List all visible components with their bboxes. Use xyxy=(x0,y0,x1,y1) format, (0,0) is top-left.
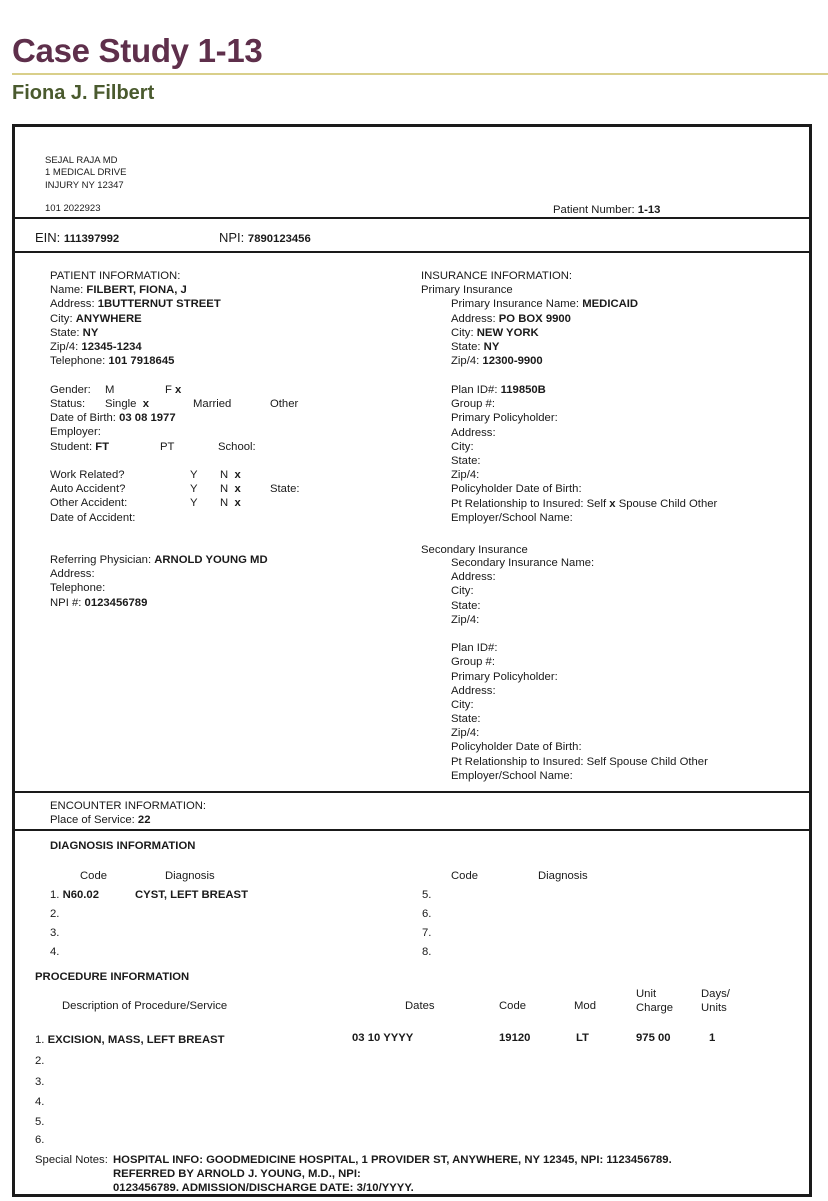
procedure-row: 6. xyxy=(35,1134,45,1146)
diagnosis-row: 5. xyxy=(422,889,432,901)
student: Student: FT xyxy=(50,441,110,453)
npi: NPI: 7890123456 xyxy=(219,230,311,245)
accident-yes: Y Y Y xyxy=(190,469,198,510)
provider-city: INJURY NY 12347 xyxy=(45,179,124,191)
proc-desc-header: Description of Procedure/Service xyxy=(62,1000,228,1012)
procedure-charge: 975 00 xyxy=(636,1032,671,1044)
diagnosis-row: 7. xyxy=(422,927,432,939)
accident-labels: Work Related? Auto Accident? Other Accident: Date of Accident: xyxy=(50,469,136,524)
diag-code-header: Code xyxy=(80,870,108,882)
provider-address: 1 MEDICAL DRIVE xyxy=(45,167,127,179)
status-other: Other xyxy=(270,398,299,410)
diag-code-header: Code xyxy=(451,870,479,882)
divider xyxy=(15,829,809,831)
gender-m: M xyxy=(105,384,115,396)
proc-units-header: Days/ Units xyxy=(701,988,730,1015)
patient-number: Patient Number: 1-13 xyxy=(553,204,661,216)
diagnosis-row: 3. xyxy=(50,927,60,939)
divider xyxy=(15,251,809,253)
divider xyxy=(15,217,809,219)
procedure-row: 5. xyxy=(35,1116,45,1128)
procedure-row: 3. xyxy=(35,1076,45,1088)
diagnosis-row: 4. xyxy=(50,946,60,958)
provider-phone: 101 2022923 xyxy=(45,203,101,214)
dob: Date of Birth: 03 08 1977 xyxy=(50,412,176,424)
page-title: Case Study 1-13 xyxy=(12,32,263,69)
procedure-heading: PROCEDURE INFORMATION xyxy=(35,971,190,983)
school: School: xyxy=(218,441,256,453)
secondary-policy: Secondary Insurance Name: Address: City: State: Zip/4: Plan ID#: Group #: Primary Policyholder: Address: City: State: Zip/4: Policyholder Date of Birth: Pt Relationship to Insured: Self Spouse Child Other Employer/School Name: xyxy=(451,557,708,782)
proc-charge-header: Unit Charge xyxy=(636,988,674,1015)
diagnosis-row: 2. xyxy=(50,908,60,920)
status-single: Single x xyxy=(105,398,149,410)
proc-dates-header: Dates xyxy=(405,1000,435,1012)
procedure-row: 4. xyxy=(35,1096,45,1108)
special-notes: HOSPITAL INFO: GOODMEDICINE HOSPITAL, 1 PROVIDER ST, ANYWHERE, NY 12345, NPI: 1123456789. REFERRED BY ARNOLD J. YOUNG, M.D., NPI: 0123456789. ADMISSION/DISCHARGE DATE: 3/10/YYYY. xyxy=(113,1154,672,1195)
procedure-units: 1 xyxy=(709,1032,716,1044)
procedure-code: 19120 xyxy=(499,1032,531,1044)
patient-heading: Fiona J. Filbert xyxy=(12,82,155,104)
status-label: Status: xyxy=(50,398,86,410)
encounter-info: ENCOUNTER INFORMATION: Place of Service: 22 xyxy=(50,800,207,827)
title-rule xyxy=(12,73,828,75)
primary-policy: Plan ID#: 119850B Group #: Primary Policyholder: Address: City: State: Zip/4: Policyholder Date of Birth: Pt Relationship to Insured: Self x Spouse Child Other Employer/School Name: xyxy=(451,384,718,524)
procedure-row: 2. xyxy=(35,1055,45,1067)
gender-f: F x xyxy=(165,384,182,396)
proc-mod-header: Mod xyxy=(574,1000,596,1012)
diagnosis-row: 1. N60.02 CYST, LEFT BREAST xyxy=(50,889,248,901)
accident-state: State: xyxy=(270,483,300,495)
student-pt: PT xyxy=(160,441,175,453)
special-notes-label: Special Notes: xyxy=(35,1154,108,1166)
diagnosis-row: 8. xyxy=(422,946,432,958)
gender-label: Gender: xyxy=(50,384,91,396)
secondary-heading: Secondary Insurance xyxy=(421,544,528,556)
diagnosis-row: 6. xyxy=(422,908,432,920)
proc-code-header: Code xyxy=(499,1000,527,1012)
accident-no: N x N x N x xyxy=(220,469,241,510)
insurance-info: INSURANCE INFORMATION: Primary Insurance Primary Insurance Name: MEDICAID Address: PO BOX 9900 City: NEW YORK State: NY Zip/4: 12300-9900 xyxy=(421,270,639,368)
diag-desc-header: Diagnosis xyxy=(538,870,588,882)
provider-block xyxy=(45,155,126,192)
diagnosis-heading: DIAGNOSIS INFORMATION xyxy=(50,840,196,852)
provider-name: SEJAL RAJA MD xyxy=(45,155,118,166)
procedure-mod: LT xyxy=(576,1032,589,1044)
referring-physician: Referring Physician: ARNOLD YOUNG MD Address: Telephone: NPI #: 0123456789 xyxy=(50,554,268,609)
procedure-date: 03 10 YYYY xyxy=(352,1032,414,1044)
ein: EIN: 111397992 xyxy=(35,230,120,245)
encounter-form xyxy=(12,124,812,1197)
patient-info: PATIENT INFORMATION: Name: FILBERT, FIONA, J Address: 1BUTTERNUT STREET City: ANYWHERE State: NY Zip/4: 12345-1234 Telephone: 101 7918645 xyxy=(50,270,221,368)
divider xyxy=(15,791,809,793)
status-married: Married xyxy=(193,398,232,410)
employer: Employer: xyxy=(50,426,101,438)
diag-desc-header: Diagnosis xyxy=(165,870,215,882)
procedure-row: 1. EXCISION, MASS, LEFT BREAST xyxy=(35,1034,225,1046)
